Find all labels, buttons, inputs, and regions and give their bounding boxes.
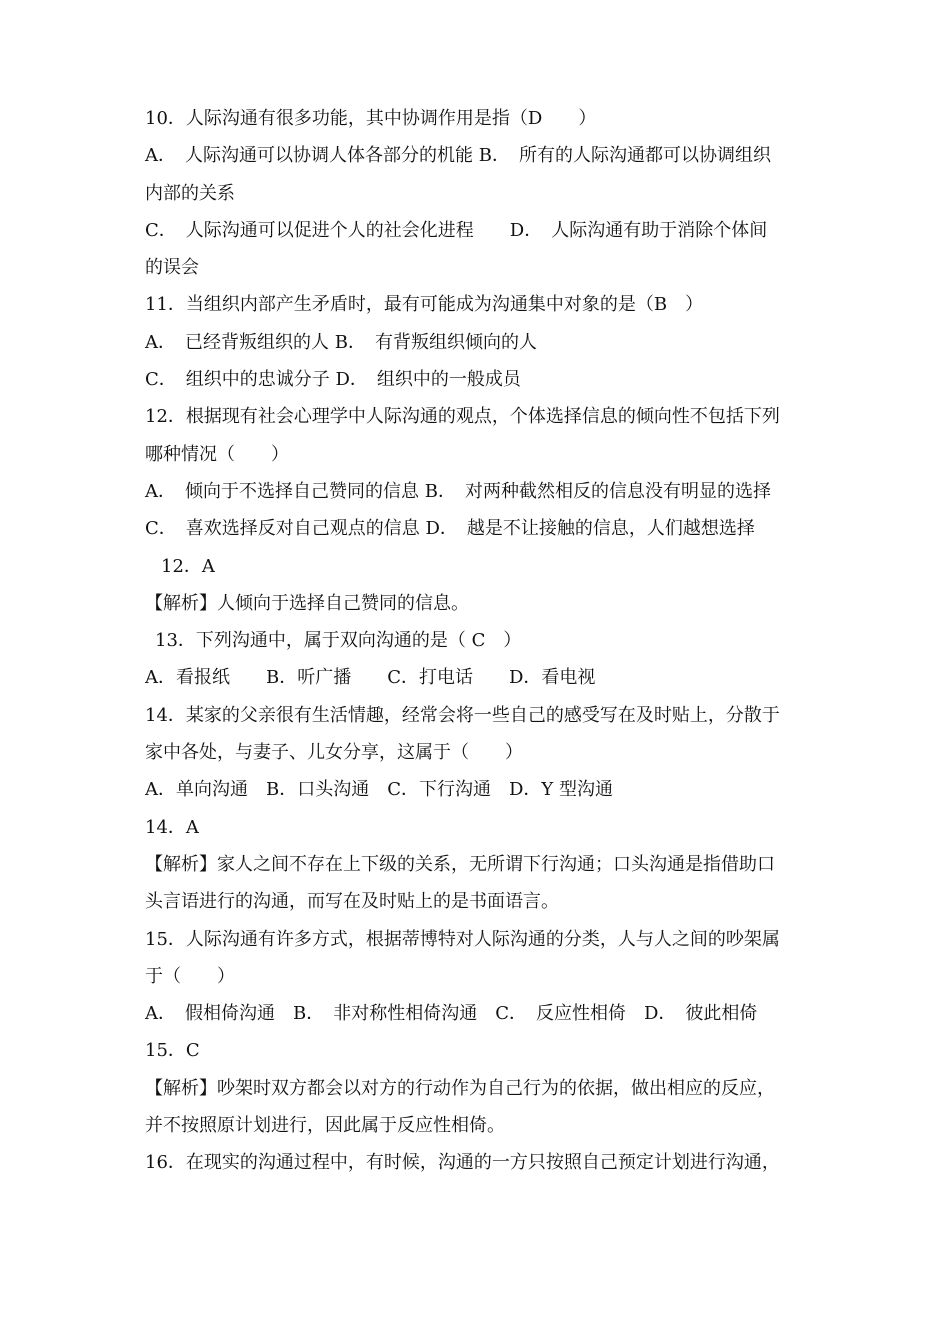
question-14-analysis-line-1: 【解析】家人之间不存在上下级的关系，无所谓下行沟通；口头沟通是指借助口 [145,853,775,875]
question-14-analysis-line-2: 头言语进行的沟通，而写在及时贴上的是书面语言。 [145,891,559,913]
question-14-stem-line-2: 家中各处，与妻子、儿女分享，这属于（ ） [145,742,523,764]
question-11-options-cd: C． 组织中的忠诚分子 D． 组织中的一般成员 [145,369,521,391]
question-15-stem-line-2: 于（ ） [145,965,235,987]
question-10-options-line-3: C． 人际沟通可以促进个人的社会化进程 D． 人际沟通有助于消除个体间 [145,219,768,241]
question-12-options-ab: A． 倾向于不选择自己赞同的信息 B． 对两种截然相反的信息没有明显的选择 [145,480,771,502]
question-10-options-line-1: A． 人际沟通可以协调人体各部分的机能 B． 所有的人际沟通都可以协调组织 [145,145,771,167]
question-12-options-cd: C． 喜欢选择反对自己观点的信息 D． 越是不让接触的信息，人们越想选择 [145,518,755,540]
question-15-answer: 15．C [145,1040,200,1062]
question-10-options-line-2: 内部的关系 [145,182,235,204]
question-10-options-line-4: 的误会 [145,257,199,279]
question-12-stem-line-1: 12．根据现有社会心理学中人际沟通的观点，个体选择信息的倾向性不包括下列 [145,406,780,428]
question-13-stem: 13．下列沟通中，属于双向沟通的是（ C ） [155,630,522,652]
question-10-stem: 10．人际沟通有很多功能，其中协调作用是指（D ） [145,108,597,129]
question-12-analysis: 【解析】人倾向于选择自己赞同的信息。 [145,592,469,614]
question-15-options: A． 假相倚沟通 B． 非对称性相倚沟通 C． 反应性相倚 D． 彼此相倚 [145,1003,758,1025]
question-13-options: A．看报纸 B．听广播 C．打电话 D．看电视 [145,667,596,689]
question-12-stem-line-2: 哪种情况（ ） [145,443,289,465]
question-15-analysis-line-1: 【解析】吵架时双方都会以对方的行动作为自己行为的依据，做出相应的反应， [145,1077,775,1099]
question-11-options-ab: A． 已经背叛组织的人 B． 有背叛组织倾向的人 [145,331,537,353]
question-12-answer: 12．A [161,555,215,577]
question-15-stem-line-1: 15．人际沟通有许多方式，根据蒂博特对人际沟通的分类，人与人之间的吵架属 [145,928,780,950]
question-15-analysis-line-2: 并不按照原计划进行，因此属于反应性相倚。 [145,1115,505,1137]
question-14-stem-line-1: 14．某家的父亲很有生活情趣，经常会将一些自己的感受写在及时贴上，分散于 [145,704,780,726]
question-14-answer: 14．A [145,816,199,838]
question-11-stem: 11．当组织内部产生矛盾时，最有可能成为沟通集中对象的是（B ） [145,294,704,316]
document-body [145,100,825,1182]
question-16-stem-line-1: 16．在现实的沟通过程中，有时候，沟通的一方只按照自己预定计划进行沟通， [145,1152,780,1174]
question-14-options: A．单向沟通 B．口头沟通 C．下行沟通 D．Y 型沟通 [145,779,614,801]
